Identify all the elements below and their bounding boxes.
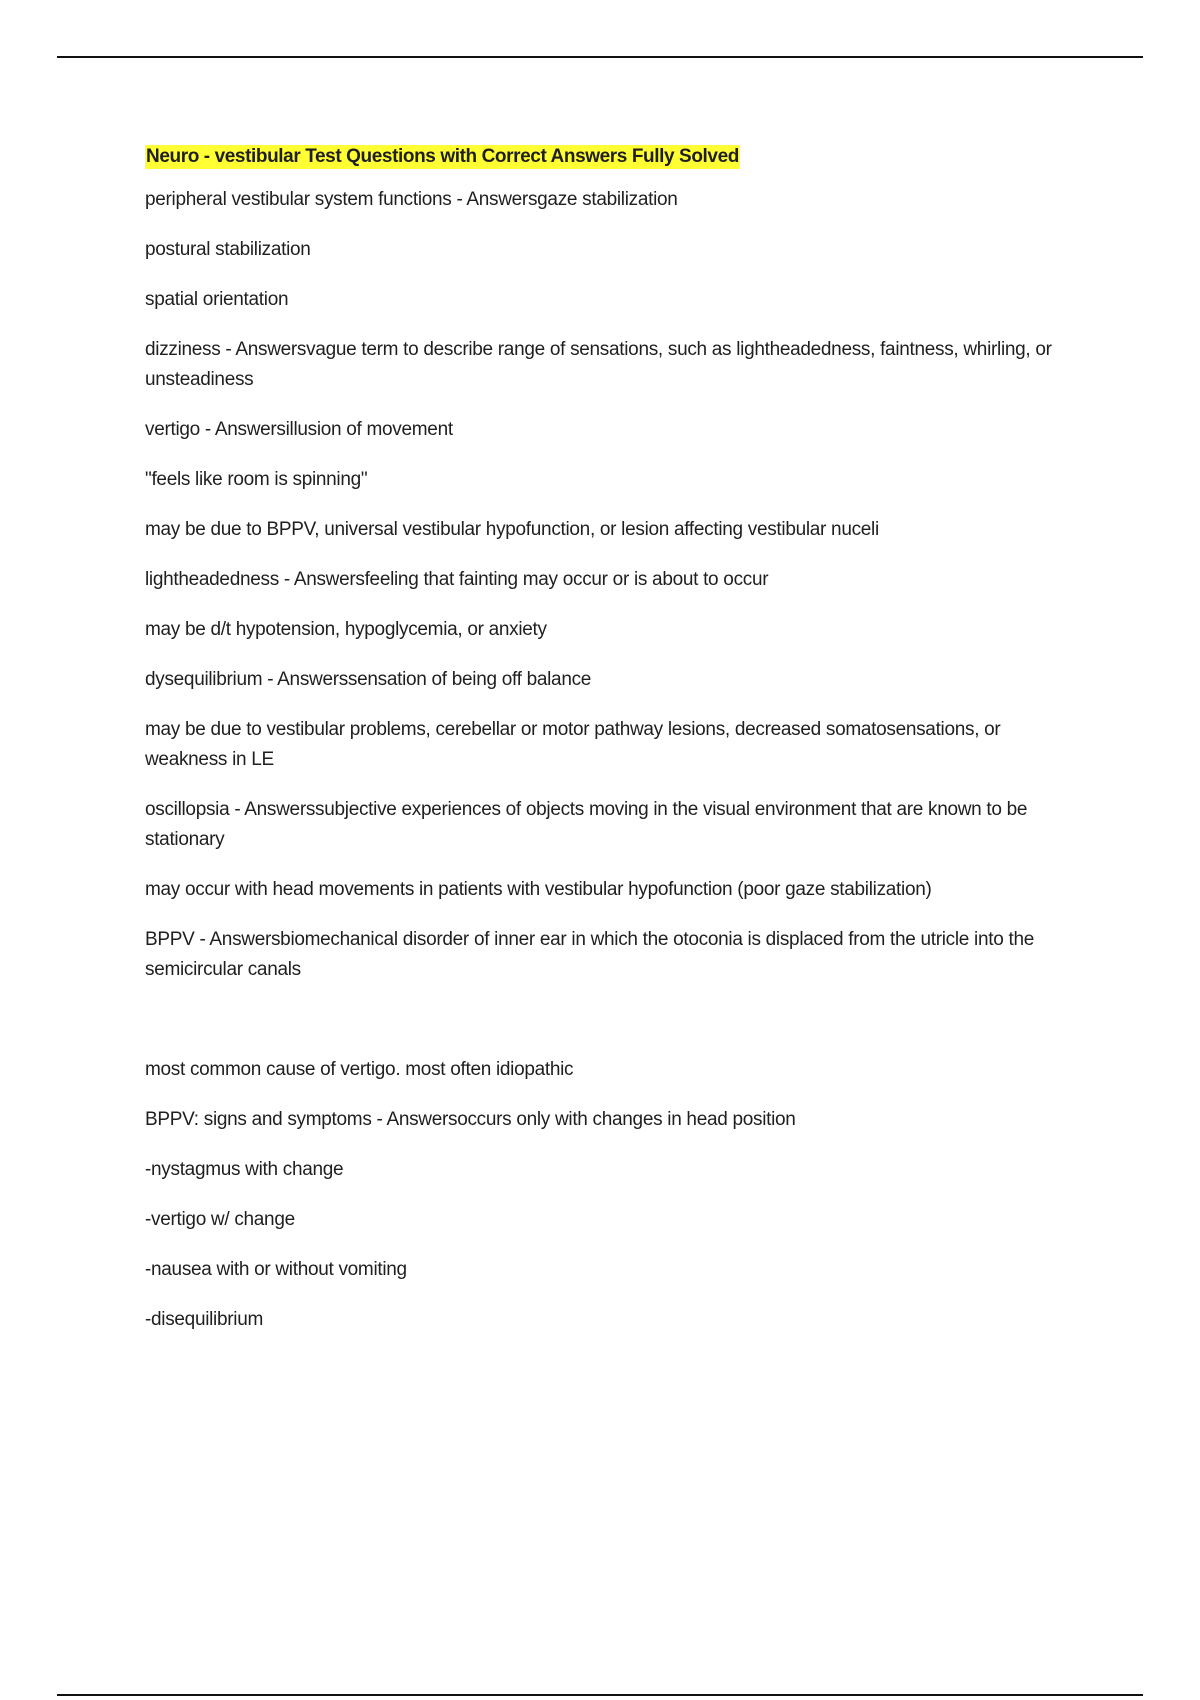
paragraph: -disequilibrium: [145, 1309, 263, 1330]
paragraph: may be d/t hypotension, hypoglycemia, or anxiety: [145, 619, 547, 640]
paragraph: vertigo - Answersillusion of movement: [145, 419, 453, 440]
paragraph: postural stabilization: [145, 239, 311, 260]
paragraph: peripheral vestibular system functions - Answersgaze stabilization: [145, 189, 678, 210]
document-title: Neuro - vestibular Test Questions with Correct Answers Fully Solved: [146, 146, 739, 167]
paragraph: dizziness - Answersvague term to describe range of sensations, such as lightheadedness, faintness, whirling, or unsteadiness: [145, 339, 1052, 390]
document-body: [145, 145, 1080, 1355]
paragraph: may be due to vestibular problems, cerebellar or motor pathway lesions, decreased somatosensations, or weakness in LE: [145, 719, 1001, 770]
paragraph: BPPV: signs and symptoms - Answersoccurs only with changes in head position: [145, 1109, 796, 1130]
paragraph: -nystagmus with change: [145, 1159, 344, 1180]
paragraph: lightheadedness - Answersfeeling that fainting may occur or is about to occur: [145, 569, 769, 590]
footer-rule: [57, 1694, 1143, 1696]
paragraph: most common cause of vertigo. most often idiopathic: [145, 1059, 574, 1080]
paragraph: may occur with head movements in patients with vestibular hypofunction (poor gaze stabilization): [145, 879, 932, 900]
paragraph: -vertigo w/ change: [145, 1209, 295, 1230]
paragraph: may be due to BPPV, universal vestibular hypofunction, or lesion affecting vestibular nuceli: [145, 519, 879, 540]
paragraph: BPPV - Answersbiomechanical disorder of inner ear in which the otoconia is displaced from the utricle into the semicircular canals: [145, 929, 1034, 980]
paragraph: spatial orientation: [145, 289, 289, 310]
paragraph: -nausea with or without vomiting: [145, 1259, 407, 1280]
header-rule: [57, 56, 1143, 58]
paragraph: dysequilibrium - Answerssensation of being off balance: [145, 669, 592, 690]
paragraph: "feels like room is spinning": [145, 469, 368, 490]
paragraph: oscillopsia - Answerssubjective experiences of objects moving in the visual environment that are known to be stationary: [145, 799, 1028, 850]
